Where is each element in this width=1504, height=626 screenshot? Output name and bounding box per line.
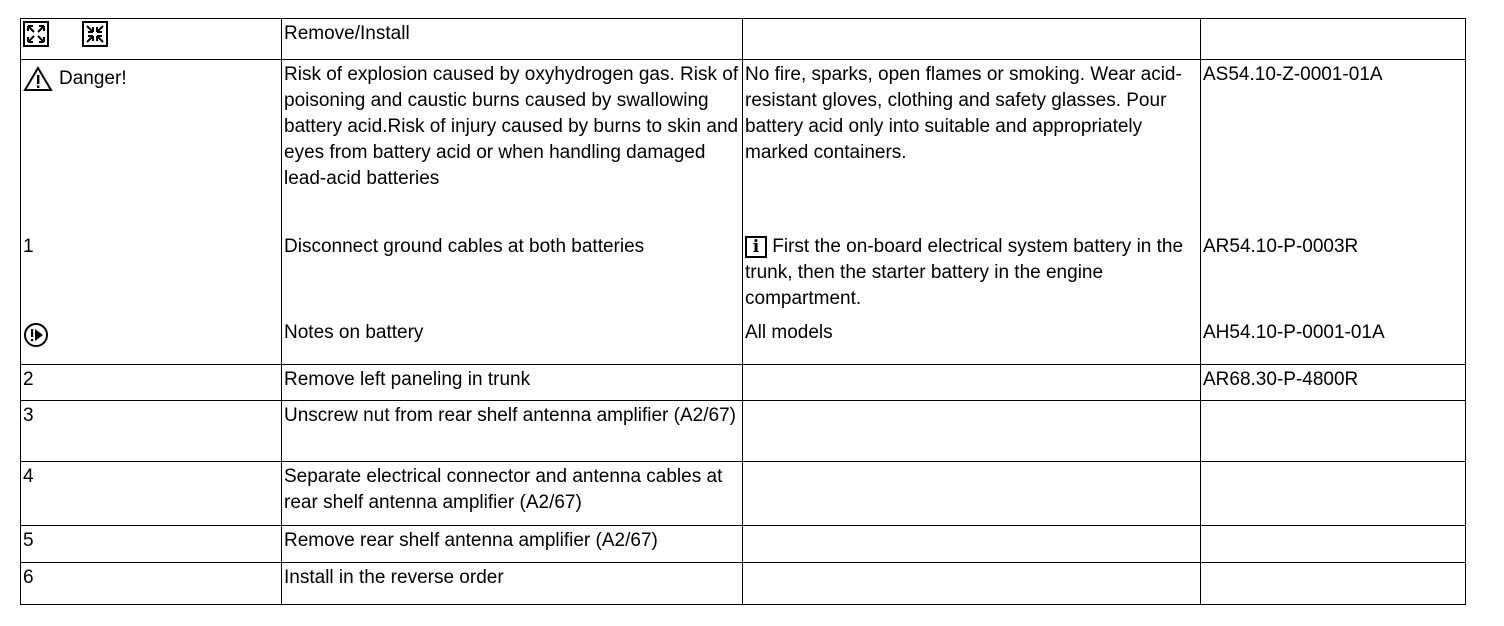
- info-icon: i: [745, 236, 767, 258]
- notes-action: Notes on battery: [282, 318, 743, 365]
- step-note: [743, 365, 1201, 401]
- notes-note: All models: [743, 318, 1201, 365]
- step-ref: [1201, 563, 1466, 605]
- step-row-1: [21, 232, 1466, 318]
- danger-label: Danger!: [59, 68, 127, 89]
- notes-row: [21, 318, 1466, 365]
- step-action: Separate electrical connector and antenna cables at rear shelf antenna amplifier (A2/67): [282, 462, 743, 526]
- step-number: 3: [21, 401, 282, 462]
- notes-play-icon: [23, 322, 49, 348]
- step-action: Unscrew nut from rear shelf antenna amplifier (A2/67): [282, 401, 743, 462]
- step-row-4: [21, 462, 1466, 526]
- step-number: 1: [21, 232, 282, 318]
- step-note-text: First the on-board electrical system battery in the trunk, then the starter battery in the engine compartment.: [745, 235, 1184, 309]
- header-empty-ref: [1201, 19, 1466, 60]
- notes-icon-cell: [21, 318, 282, 365]
- step-note: [743, 401, 1201, 462]
- step-action: Remove left paneling in trunk: [282, 365, 743, 401]
- step-action: Install in the reverse order: [282, 563, 743, 605]
- danger-cell: [21, 60, 282, 232]
- notes-ref[interactable]: AH54.10-P-0001-01A: [1201, 318, 1466, 365]
- danger-risk: Risk of explosion caused by oxyhydrogen gas. Risk of poisoning and caustic burns caused by swallowing battery acid.Risk of injury caused by burns to skin and eyes from battery acid or when handling damaged lead-acid batteries: [282, 60, 743, 232]
- warning-triangle-icon: [23, 66, 53, 92]
- step-ref: [1201, 462, 1466, 526]
- step-ref[interactable]: AR54.10-P-0003R: [1201, 232, 1466, 318]
- header-title: Remove/Install: [282, 19, 743, 60]
- step-number: 4: [21, 462, 282, 526]
- step-ref: [1201, 526, 1466, 563]
- procedure-table: [20, 18, 1466, 605]
- step-action: Disconnect ground cables at both batteries: [282, 232, 743, 318]
- step-note: [743, 526, 1201, 563]
- danger-row: [21, 60, 1466, 232]
- step-row-2: [21, 365, 1466, 401]
- step-ref[interactable]: AR68.30-P-4800R: [1201, 365, 1466, 401]
- step-row-6: [21, 563, 1466, 605]
- step-number: 2: [21, 365, 282, 401]
- step-number: 6: [21, 563, 282, 605]
- collapse-icon[interactable]: [82, 21, 108, 47]
- danger-ref[interactable]: AS54.10-Z-0001-01A: [1201, 60, 1466, 232]
- header-icons-cell: [21, 19, 282, 60]
- step-number: 5: [21, 526, 282, 563]
- expand-icon[interactable]: [23, 21, 49, 47]
- step-note: [743, 462, 1201, 526]
- step-row-5: [21, 526, 1466, 563]
- step-row-3: [21, 401, 1466, 462]
- step-action: Remove rear shelf antenna amplifier (A2/67): [282, 526, 743, 563]
- step-ref: [1201, 401, 1466, 462]
- danger-measure: No fire, sparks, open flames or smoking. Wear acid-resistant gloves, clothing and safety glasses. Pour battery acid only into suitable and appropriately marked containers.: [743, 60, 1201, 232]
- header-empty-note: [743, 19, 1201, 60]
- step-note: [743, 563, 1201, 605]
- step-note: [743, 232, 1201, 318]
- header-row: [21, 19, 1466, 60]
